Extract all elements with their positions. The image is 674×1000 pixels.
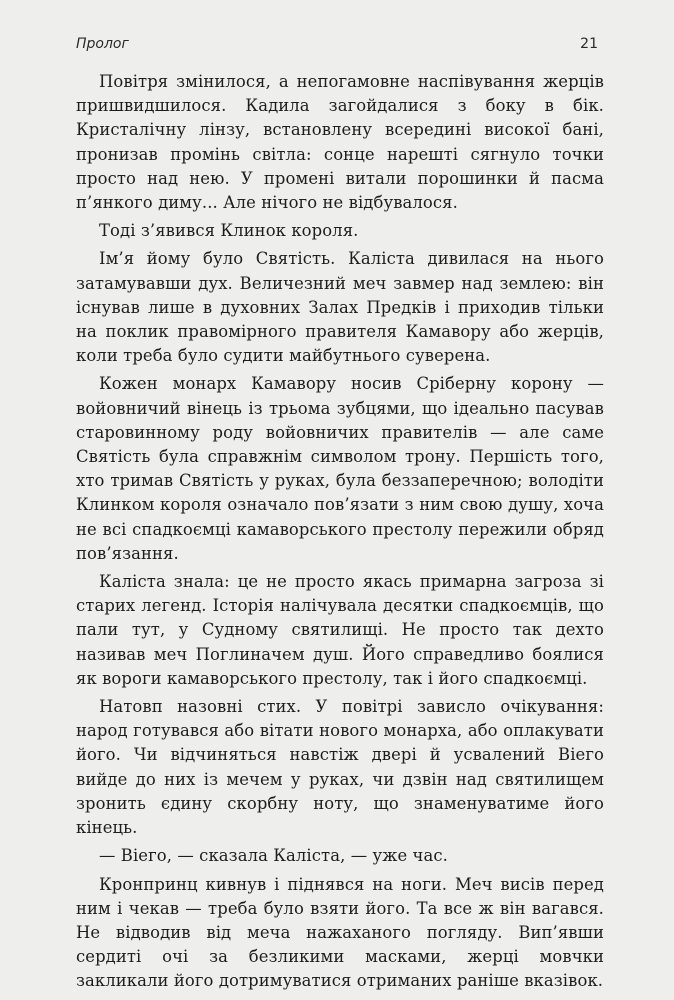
body-text	[76, 70, 604, 994]
paragraph: Тоді з’явився Клинок короля.	[99, 221, 359, 241]
paragraph: Каліста знала: це не просто якась примарна загроза зі старих легенд. Історія налічувала десятки спадкоємців, що пали тут, у Судному святилищі. Не просто так дехто називав меч Поглиначем душ. Його справедливо боялися як вороги камаворського престолу, так і його спадкоємці.	[76, 572, 604, 688]
paragraph: Ім’я йому було Святість. Каліста дивилася на нього затамувавши дух. Величезний меч завмер над землею: він існував лише в духовних Залах Предків і приходив тільки на поклик правомірного правителя Камавору або жерців, коли треба було судити майбутнього суверена.	[76, 249, 604, 366]
paragraph: — Віего, — сказала Каліста, — уже час.	[99, 846, 448, 866]
page-header	[76, 36, 598, 58]
paragraph: Кронпринц кивнув і піднявся на ноги. Меч висів перед ним і чекав — треба було взяти його. Та все ж він вагався. Не відводив від меча нажаханого погляду. Вип’явши сердиті очі за безликими масками, жерці мовчки закликали його дотримуватися отриманих раніше вказівок.	[76, 874, 604, 991]
running-title: Пролог	[76, 36, 129, 52]
page-number: 21	[580, 36, 598, 52]
paragraph: Натовп назовні стих. У повітрі зависло очікування: народ готувався або вітати нового монарха, або оплакувати його. Чи відчиняться навстіж двері й усвалений Віего вийде до них із мечем у руках, чи дзвін над святилищем зронить єдину скорбну ноту, що знаменуватиме його кінець.	[76, 697, 604, 838]
paragraph: Повітря змінилося, а непогамовне наспівування жерців пришвидшилося. Кадила загойдалися з боку в бік. Кристалічну лінзу, встановлену всередині високої бані, пронизав промінь світла: сонце нарешті сягнуло точки просто над нею. У промені витали порошинки й пасма п’янкого диму... Але нічого не відбувалося.	[76, 72, 604, 213]
paragraph: Кожен монарх Камавору носив Сріберну корону — войовничий вінець із трьома зубцями, що ідеально пасував старовинному роду войовничих правителів — але саме Святість була справжнім символом трону. Першість того, хто тримав Святість у руках, була беззаперечною; володіти Клинком короля означало пов’язати з ним свою душу, хоча не всі спадкоємці камаворського престолу пережили обряд пов’язання.	[76, 374, 604, 563]
